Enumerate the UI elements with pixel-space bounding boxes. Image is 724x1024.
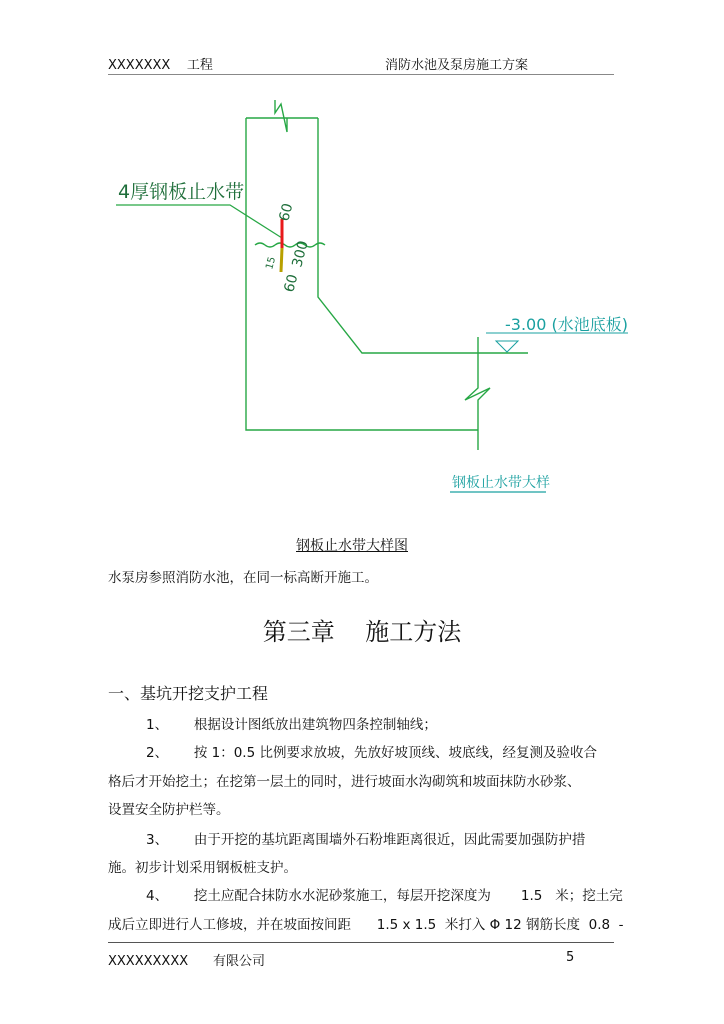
chapter-title: 第三章 施工方法: [262, 618, 462, 646]
item-2-line-1: 2、 按 1：0.5 比例要求放坡，先放好坡顶线、坡底线，经复测及验收合: [146, 745, 597, 761]
break-mark-right: [465, 337, 490, 450]
waterstop-label: 4厚钢板止水带: [118, 181, 245, 203]
item-2-line-3: 设置安全防护栏等。: [108, 802, 230, 818]
detail-tag: [450, 474, 550, 492]
header-company: XXXXXXX 工程: [108, 58, 213, 73]
construction-joint-line: [255, 243, 325, 247]
item-3-line-1: 3、 由于开挖的基坑距离围墙外石粉堆距离很近，因此需要加强防护措: [146, 832, 586, 848]
item-2-line-2: 格后才开始挖土；在挖第一层土的同时，进行坡面水沟砌筑和坡面抹防水砂浆、: [108, 774, 581, 790]
waterstop-leader-line: [116, 205, 282, 238]
item-3-line-2: 施。初步计划采用钢板桩支护。: [108, 860, 297, 876]
item-4-line-2: 成后立即进行人工修坡，并在坡面按间距 1.5 x 1.5 米打入 Φ 12 钢筋长度 0.8 -: [108, 917, 624, 933]
elevation-label: -3.00 (水池底板): [505, 315, 628, 334]
item-4-line-1: 4、 挖土应配合抹防水水泥砂浆施工，每层开挖深度为 1.5 米；挖土完: [146, 888, 623, 904]
wall-outer-outline: [246, 118, 478, 430]
dim-60-top: 60: [276, 201, 297, 224]
dim-15: 15: [264, 255, 279, 271]
page-number: 5: [566, 950, 575, 965]
header-doc-title: 消防水池及泵房施工方案: [385, 58, 529, 73]
dim-300: 300: [289, 239, 312, 270]
footer-company: XXXXXXXXX 有限公司: [108, 954, 265, 969]
item-1-line: 1、 根据设计图纸放出建筑物四条控制轴线；: [146, 717, 437, 733]
section-title: 一、基坑开挖支护工程: [108, 684, 269, 703]
break-mark-top: [275, 100, 287, 132]
elevation-marker: [486, 315, 628, 352]
figure-caption: 钢板止水带大样图: [296, 538, 408, 554]
dim-60-bottom: 60: [281, 272, 302, 295]
intro-paragraph: 水泵房参照消防水池，在同一标高断开施工。: [108, 570, 378, 586]
footer-rule: [108, 942, 614, 943]
elevation-triangle: [496, 341, 518, 352]
steel-plate-end: [281, 248, 282, 272]
wall-inner-outline: [318, 118, 528, 353]
detail-tag-label: 钢板止水带大样: [452, 475, 550, 491]
